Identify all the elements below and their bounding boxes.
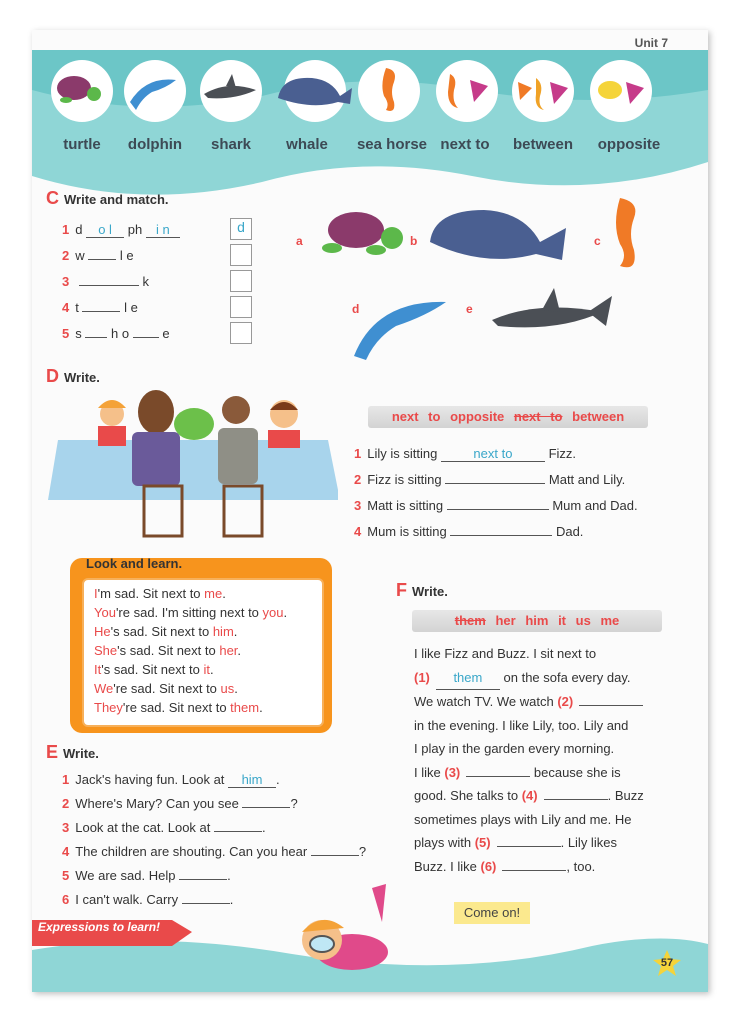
whale-picture <box>424 202 574 266</box>
look-line-5: It's sad. Sit next to it. <box>94 662 214 677</box>
turtle-picture <box>312 202 408 262</box>
whale-icon <box>272 58 358 124</box>
label-d: d <box>352 302 360 316</box>
c-item-2: 2 w l e <box>62 248 134 263</box>
e-item-2: 2 Where's Mary? Can you see ? <box>62 796 298 811</box>
seahorse-picture <box>600 194 650 278</box>
match-box-3[interactable] <box>230 270 252 292</box>
e-item-1: 1 Jack's having fun. Look at him . <box>62 772 280 787</box>
look-and-learn-lines <box>94 586 287 719</box>
vocab-opposite: opposite <box>597 136 661 153</box>
e-item-4: 4 The children are shouting. Can you hear ? <box>62 844 367 859</box>
vocab-sea-horse: sea horse <box>356 136 428 153</box>
f-line-9: plays with (5) . Lily likes <box>414 835 617 850</box>
shark-picture <box>488 282 614 348</box>
c-item-3: 3 k <box>62 274 149 289</box>
e-item-6: 6 I can't walk. Carry . <box>62 892 234 907</box>
next-to-icon <box>434 58 500 124</box>
vocab-next-to: next to <box>440 136 490 153</box>
match-box-5[interactable] <box>230 322 252 344</box>
page-number: 57 <box>660 957 674 969</box>
f-line-1: I like Fizz and Buzz. I sit next to <box>414 646 597 661</box>
f-line-6: I like (3) because she is <box>414 764 621 780</box>
look-line-2: You're sad. I'm sitting next to you. <box>94 605 288 620</box>
f-line-3: We watch TV. We watch (2) <box>414 690 694 714</box>
vocab-dolphin: dolphin <box>127 136 183 153</box>
c-item-1: 1 d o l ph i n <box>62 222 180 238</box>
opposite-icon <box>588 58 654 124</box>
c-item-5: 5 s h o e <box>62 326 170 341</box>
section-d-title: D Write. <box>46 366 100 386</box>
between-icon <box>510 58 576 124</box>
f-line-4: in the evening. I like Lily, too. Lily and <box>414 717 629 733</box>
come-on-tag: Come on! <box>454 902 530 924</box>
label-a: a <box>296 234 303 248</box>
e-item-3: 3 Look at the cat. Look at . <box>62 820 266 835</box>
match-box-2[interactable] <box>230 244 252 266</box>
f-paragraph <box>414 642 694 878</box>
d-item-3: 3 Matt is sitting Mum and Dad. <box>354 498 638 513</box>
d-word-bank: next to opposite next to between <box>368 406 648 428</box>
diver-girl-illustration <box>282 882 432 988</box>
seahorse-icon <box>356 58 422 124</box>
shark-icon <box>198 58 264 124</box>
look-line-6: We're sad. Sit next to us. <box>94 681 238 696</box>
dolphin-picture <box>346 280 456 364</box>
look-line-4: She's sad. Sit next to her. <box>94 643 242 658</box>
f-line-5: I play in the garden every morning. <box>414 741 615 756</box>
vocab-shark: shark <box>210 136 252 153</box>
match-box-1[interactable]: d <box>230 218 252 240</box>
e-item-5: 5 We are sad. Help . <box>62 868 231 883</box>
section-c-title: C Write and match. <box>46 188 169 208</box>
d-item-4: 4 Mum is sitting Dad. <box>354 524 584 539</box>
look-line-7: They're sad. Sit next to them. <box>94 700 263 715</box>
workbook-page <box>32 30 708 992</box>
family-table-illustration <box>48 384 338 544</box>
vocab-whale: whale <box>286 136 328 153</box>
section-f-title: F Write. <box>396 580 448 600</box>
look-line-1: I'm sad. Sit next to me. <box>94 586 226 601</box>
unit-label: Unit 7 <box>634 36 668 50</box>
section-e-title: E Write. <box>46 742 99 762</box>
f-line-10: Buzz. I like (6) , too. <box>414 858 596 874</box>
f-line-2: (1) them on the sofa every day. <box>414 666 694 691</box>
label-e: e <box>466 302 473 316</box>
f-line-7: good. She talks to (4) . Buzz <box>414 788 644 803</box>
look-and-learn-title: Look and learn. <box>86 556 183 571</box>
vocab-turtle: turtle <box>63 136 101 153</box>
d-item-1: 1 Lily is sitting next to Fizz. <box>354 446 577 461</box>
vocab-between: between <box>512 136 573 153</box>
f-word-bank: them her him it us me <box>412 610 662 632</box>
label-b: b <box>410 234 418 248</box>
d-item-2: 2 Fizz is sitting Matt and Lily. <box>354 472 626 487</box>
c-item-4: 4 t l e <box>62 300 138 315</box>
match-box-4[interactable] <box>230 296 252 318</box>
expressions-label: Expressions to learn! <box>38 920 161 934</box>
f-line-8: sometimes plays with Lily and me. He <box>414 811 632 827</box>
dolphin-icon <box>122 58 188 124</box>
look-line-3: He's sad. Sit next to him. <box>94 624 238 639</box>
label-c: c <box>594 234 601 248</box>
turtle-icon <box>44 58 120 124</box>
